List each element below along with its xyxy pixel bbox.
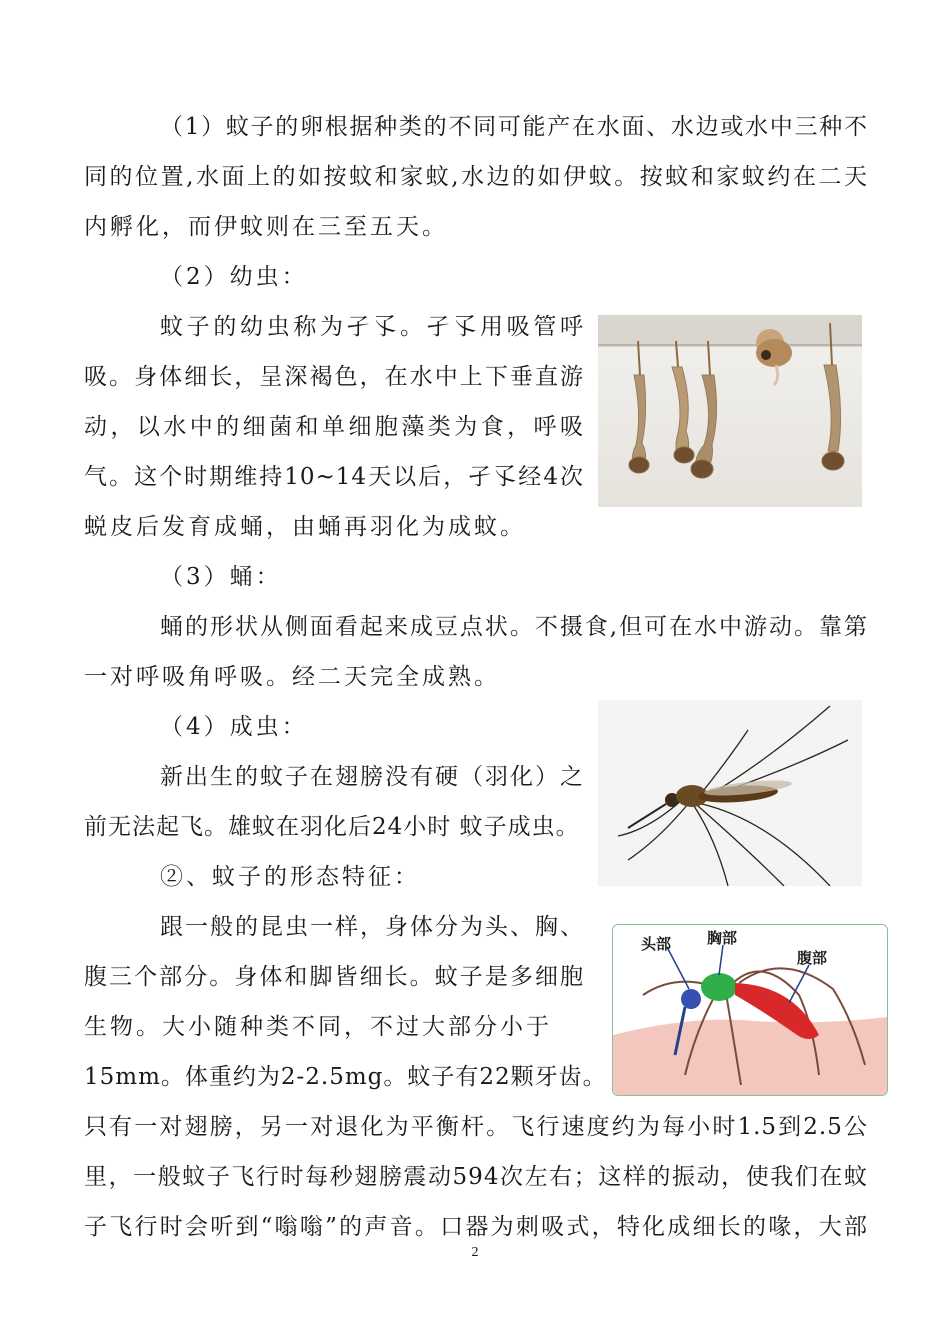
section-heading: （3）蛹：: [160, 564, 282, 590]
label-thorax: 胸部: [707, 929, 738, 947]
paragraph-line: 跟一般的昆虫一样，身体分为头、胸、: [160, 914, 584, 940]
paragraph-line: 一对呼吸角呼吸。经二天完全成熟。: [84, 664, 500, 690]
paragraph-line: 蛹的形状从侧面看起来成豆点状。不摄食,但可在水中游动。靠第: [160, 614, 868, 640]
paragraph-line: 同的位置,水面上的如按蚊和家蚊,水边的如伊蚊。按蚊和家蚊约在二天: [84, 164, 868, 190]
paragraph-line: 生物。大小随种类不同，不过大部分小于: [84, 1014, 552, 1040]
paragraph-line: 吸。身体细长，呈深褐色，在水中上下垂直游: [84, 364, 584, 390]
paragraph-line: 子飞行时会听到“嗡嗡”的声音。口器为刺吸式，特化成细长的喙，大部: [84, 1214, 868, 1240]
section-heading: （4）成虫：: [160, 714, 308, 740]
section-heading: ②、蚊子的形态特征：: [160, 864, 420, 890]
label-abdomen: 腹部: [797, 949, 828, 967]
paragraph-line: 只有一对翅膀，另一对退化为平衡杆。飞行速度约为每小时1.5到2.5公: [84, 1114, 868, 1140]
paragraph-line: 动，以水中的细菌和单细胞藻类为食，呼吸: [84, 414, 584, 440]
adult-mosquito-photo: [598, 700, 862, 886]
paragraph-line: （1）蚊子的卵根据种类的不同可能产在水面、水边或水中三种不: [160, 114, 868, 140]
paragraph-line: 蜕皮后发育成蛹，由蛹再羽化为成蚊。: [84, 514, 526, 540]
paragraph-line: 气。这个时期维持10~14天以后，孑孓经4次: [84, 464, 584, 490]
paragraph-line: 前无法起飞。雄蚊在羽化后24小时 蚊子成虫。: [84, 814, 580, 840]
paragraph-line: 蚊子的幼虫称为孑孓。孑孓用吸管呼: [160, 314, 584, 340]
mosquito-anatomy-diagram: [612, 924, 888, 1096]
label-head: 头部: [641, 935, 672, 953]
paragraph-line: 里，一般蚊子飞行时每秒翅膀震动594次左右；这样的振动，使我们在蚊: [84, 1164, 868, 1190]
larvae-photo: [598, 315, 862, 507]
paragraph-line: 内孵化，而伊蚊则在三至五天。: [84, 214, 448, 240]
paragraph-line: 新出生的蚊子在翅膀没有硬（羽化）之: [160, 764, 584, 790]
paragraph-line: 15mm。体重约为2-2.5mg。蚊子有22颗牙齿。: [84, 1064, 607, 1090]
paragraph-line: 腹三个部分。身体和脚皆细长。蚊子是多细胞: [84, 964, 584, 990]
section-heading: （2）幼虫：: [160, 264, 308, 290]
page-number: 2: [471, 1245, 479, 1260]
